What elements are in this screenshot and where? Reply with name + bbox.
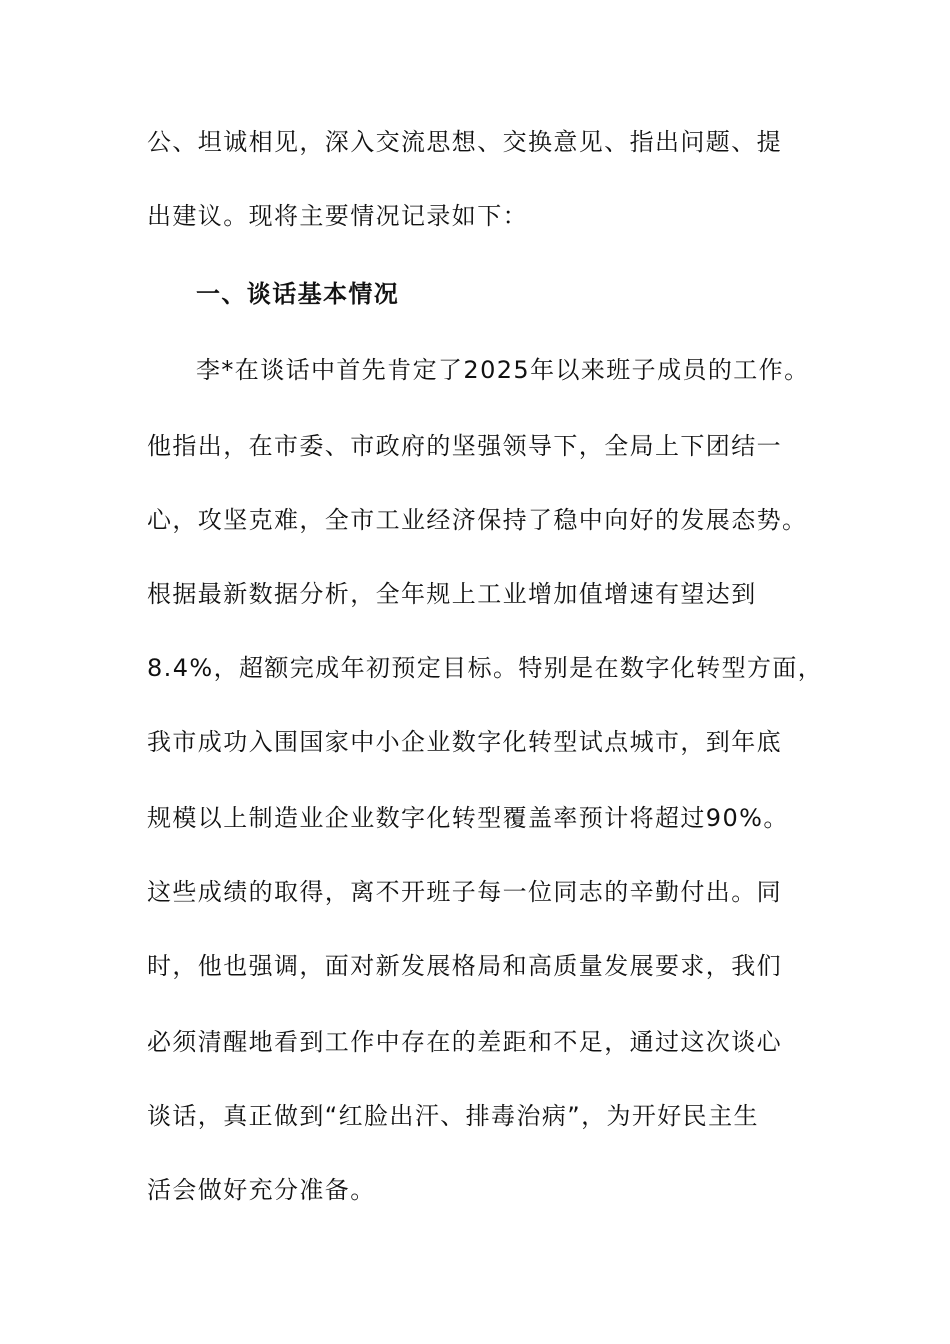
body-text-line: 根据最新数据分析，全年规上工业增加值增速有望达到 — [147, 580, 757, 608]
body-text-line: 他指出，在市委、市政府的坚强领导下，全局上下团结一 — [147, 432, 782, 460]
section-heading: 一、谈话基本情况 — [196, 280, 400, 308]
body-text-line: 活会做好充分准备。 — [147, 1176, 376, 1204]
body-text-line: 这些成绩的取得，离不开班子每一位同志的辛勤付出。同 — [147, 878, 782, 906]
body-text-line: 必须清醒地看到工作中存在的差距和不足，通过这次谈心 — [147, 1028, 782, 1056]
body-text-line: 我市成功入围国家中小企业数字化转型试点城市，到年底 — [147, 728, 782, 756]
body-text-line: 8.4%，超额完成年初预定目标。特别是在数字化转型方面， — [147, 654, 824, 682]
body-text-line: 公、坦诚相见，深入交流思想、交换意见、指出问题、提 — [147, 128, 782, 156]
body-text-line: 谈话，真正做到“红脸出汗、排毒治病”，为开好民主生 — [147, 1102, 759, 1130]
body-text-line: 李*在谈话中首先肯定了2025年以来班子成员的工作。 — [196, 356, 810, 384]
body-text-line: 规模以上制造业企业数字化转型覆盖率预计将超过90%。 — [147, 804, 789, 832]
body-text-line: 时，他也强调，面对新发展格局和高质量发展要求，我们 — [147, 952, 782, 980]
body-text-line: 心，攻坚克难，全市工业经济保持了稳中向好的发展态势。 — [147, 506, 808, 534]
body-text-line: 出建议。现将主要情况记录如下： — [147, 202, 528, 230]
